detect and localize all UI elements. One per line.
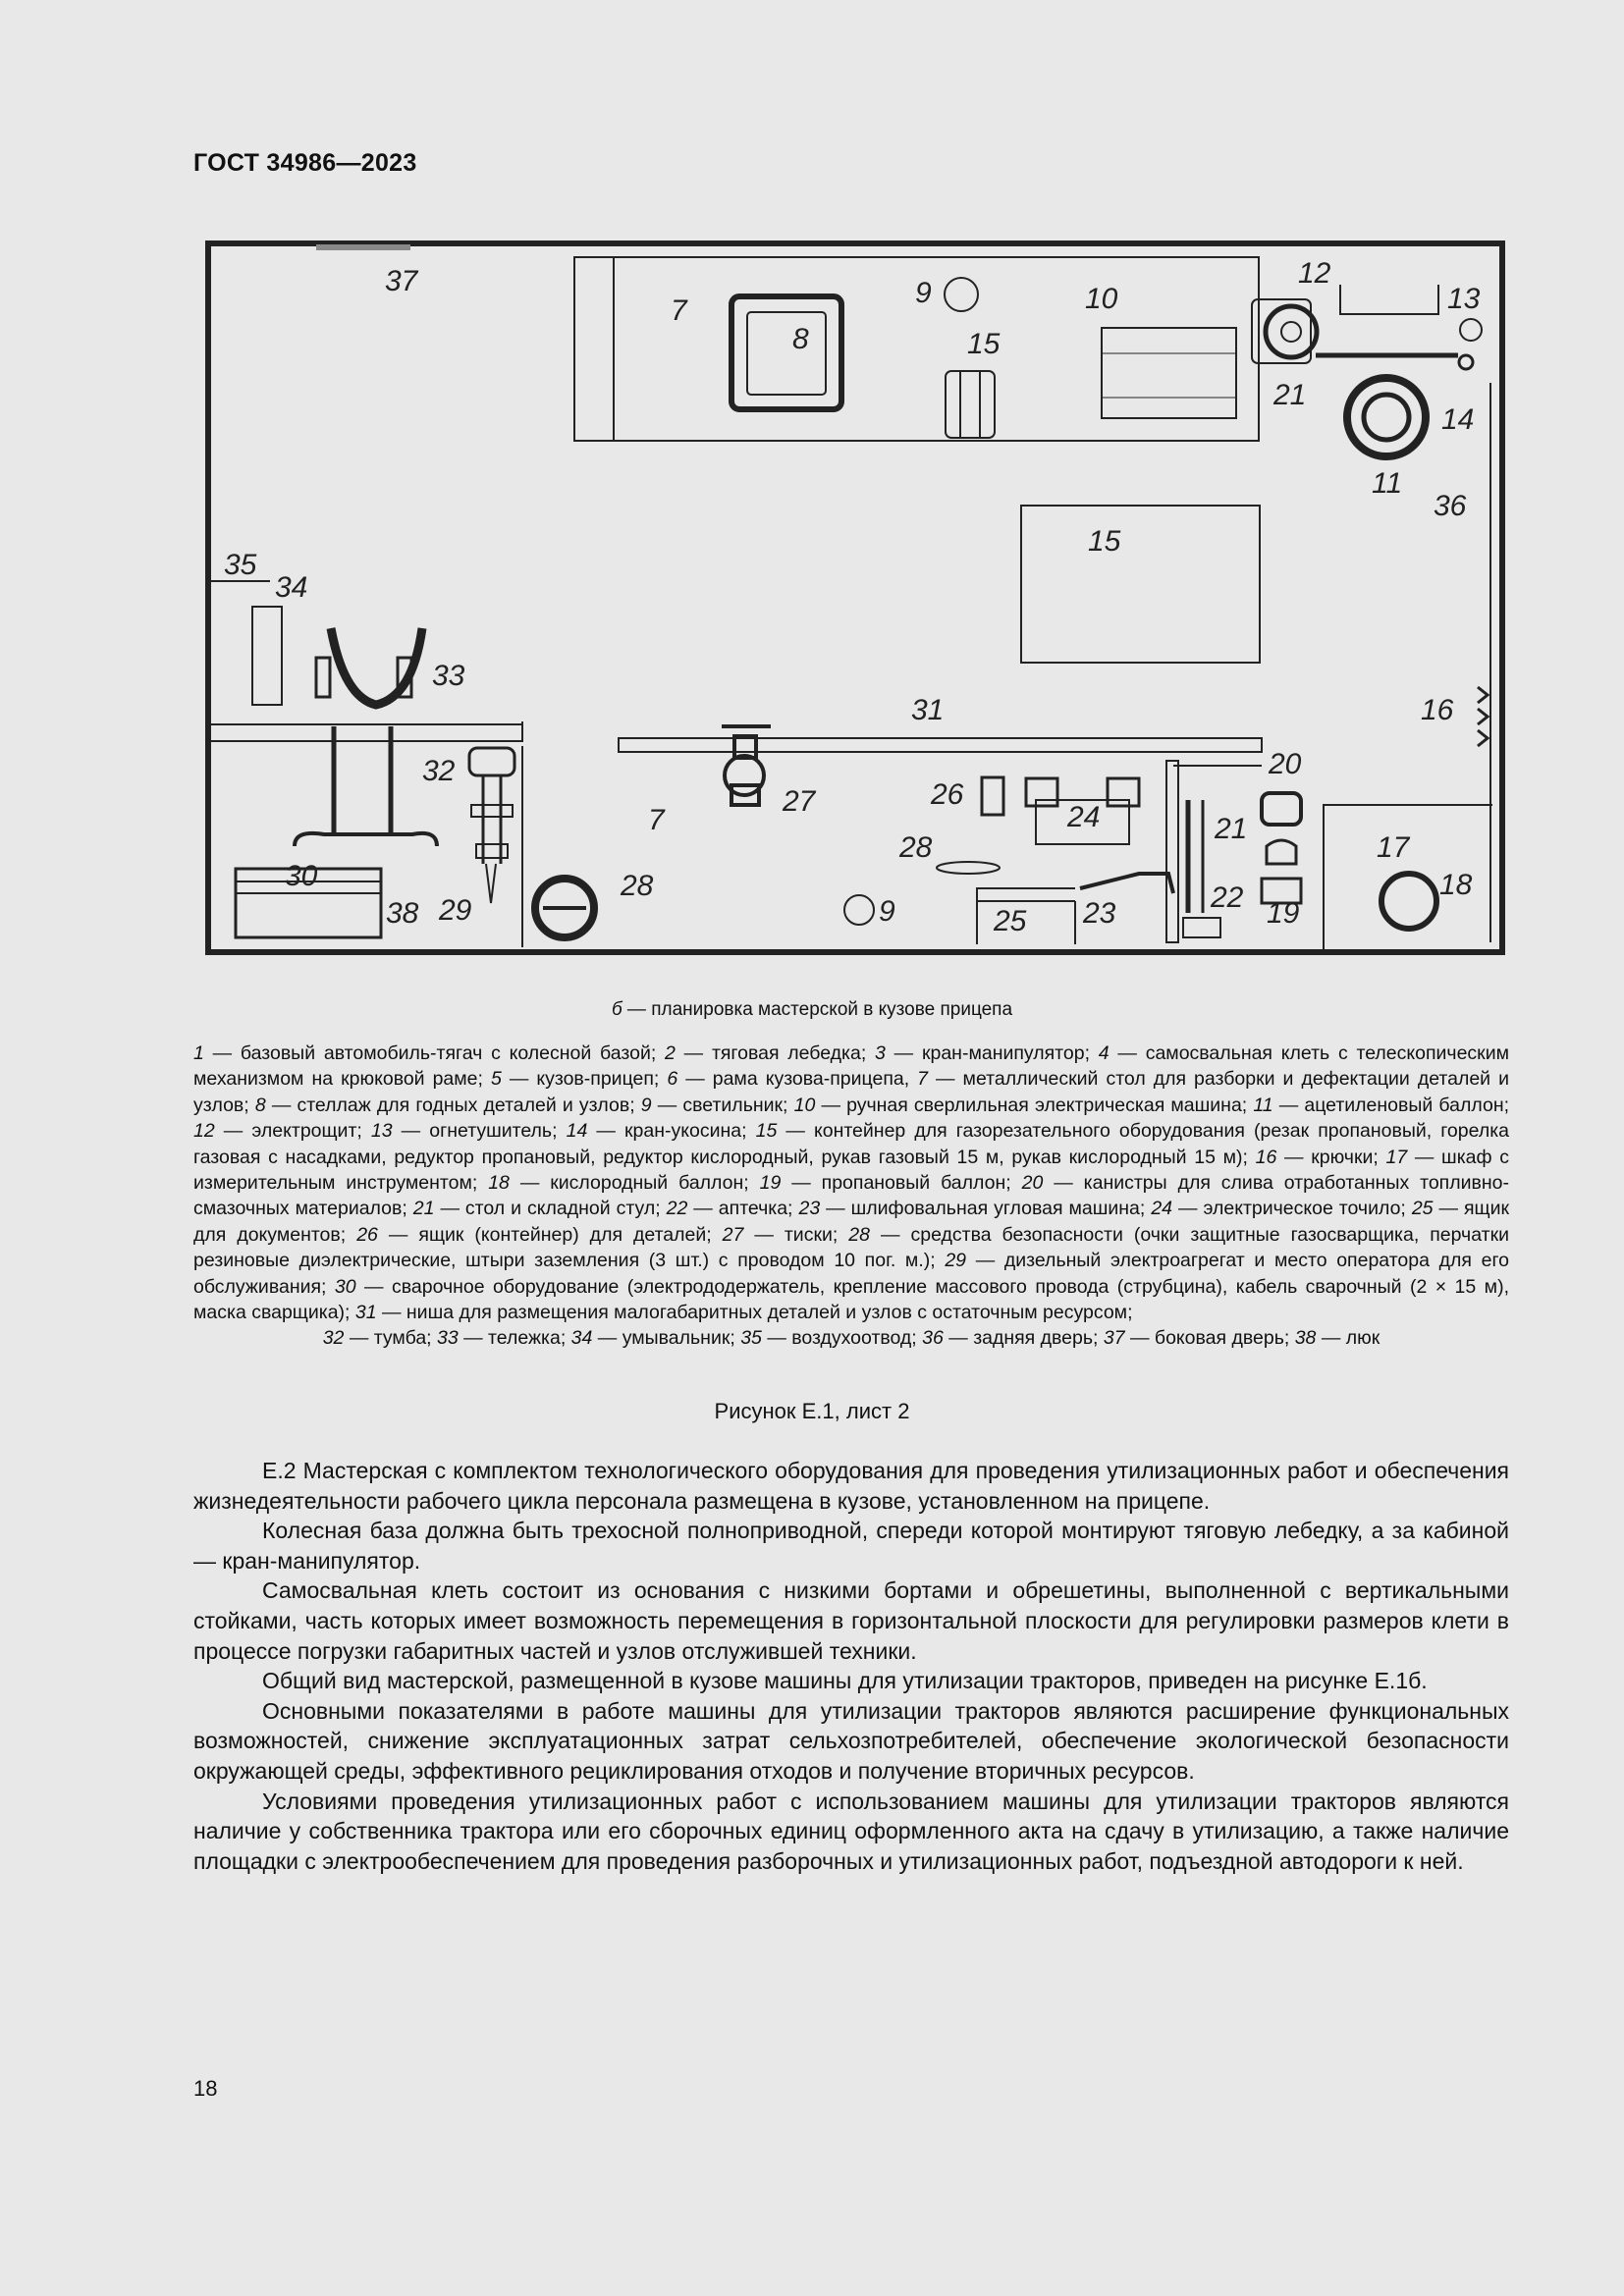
legend-text: — светильник; bbox=[651, 1094, 794, 1116]
legend-text: — тиски; bbox=[743, 1223, 849, 1246]
label-14: 14 bbox=[1441, 403, 1475, 436]
label-29: 29 bbox=[439, 894, 472, 927]
label-15a: 15 bbox=[967, 328, 1001, 360]
angle-grinder-23 bbox=[1080, 874, 1173, 893]
legend-number: 10 bbox=[793, 1094, 816, 1116]
legend-number: 25 bbox=[1411, 1198, 1434, 1220]
legend-text: — ящик (контейнер) для деталей; bbox=[377, 1223, 723, 1246]
legend-text: — люк bbox=[1316, 1327, 1380, 1350]
legend-text: — кислородный баллон; bbox=[509, 1172, 760, 1195]
legend-number: 9 bbox=[640, 1094, 652, 1116]
oxygen-18 bbox=[1381, 874, 1436, 929]
legend-text: — ацетиленовый баллон; bbox=[1272, 1094, 1509, 1116]
legend-text: — боковая дверь; bbox=[1124, 1327, 1295, 1350]
figure-legend bbox=[193, 1041, 1509, 1352]
grinder-24 bbox=[1026, 778, 1057, 806]
document-header: ГОСТ 34986—2023 bbox=[193, 149, 417, 177]
legend-number: 24 bbox=[1151, 1198, 1173, 1220]
paragraph: Общий вид мастерской, размещенной в кузове машины для утилизации тракторов, приведен на рисунке Е.1б. bbox=[262, 1668, 1428, 1694]
box-26 bbox=[982, 777, 1003, 815]
legend-text: — крючки; bbox=[1276, 1146, 1386, 1168]
legend-number: 7 bbox=[917, 1068, 929, 1091]
extinguisher-13 bbox=[1460, 319, 1482, 341]
legend-text: — кузов-прицеп; bbox=[501, 1068, 668, 1091]
label-9b: 9 bbox=[879, 895, 895, 928]
legend-number: 21 bbox=[412, 1198, 435, 1220]
legend-number: 27 bbox=[722, 1223, 744, 1246]
legend-text: — стеллаж для годных деталей и узлов; bbox=[265, 1094, 641, 1116]
lamp-9-bottom bbox=[844, 895, 874, 925]
legend-number: 28 bbox=[848, 1223, 870, 1246]
legend-text: — кран-укосина; bbox=[587, 1120, 756, 1143]
legend-number: 14 bbox=[566, 1120, 588, 1143]
label-38: 38 bbox=[386, 897, 419, 930]
paragraph: Колесная база должна быть трехосной полноприводной, спереди которой монтируют тяговую лебедку, а за кабиной — кран-манипулятор. bbox=[193, 1518, 1509, 1574]
label-36: 36 bbox=[1434, 490, 1467, 522]
paragraph: Условиями проведения утилизационных работ с использованием машины для утилизации тракторов являются наличие у собственника трактора или его сборочных единиц оформленного акта на сдачу в утилизацию, а также наличие площадки с электрообеспечением для проведения разборочных и утилизационных работ, подъездной автодороги к ней. bbox=[193, 1788, 1509, 1874]
paragraph: Самосвальная клеть состоит из основания с низкими бортами и обрешетины, выполненной с вертикальными стойками, часть которых имеет возможность перемещения в горизонтальной плоскости для регулировки размеров клети в процессе погрузки габаритных частей и узлов отслужившей техники. bbox=[193, 1577, 1509, 1664]
legend-number: 23 bbox=[798, 1198, 821, 1220]
legend-text: — шкаф с измерительным инструментом; bbox=[193, 1146, 1509, 1195]
legend-number: 3 bbox=[875, 1042, 886, 1064]
legend-number: 18 bbox=[488, 1172, 510, 1195]
label-19: 19 bbox=[1267, 897, 1300, 930]
legend-number: 38 bbox=[1294, 1327, 1317, 1350]
label-35: 35 bbox=[224, 549, 257, 581]
label-10: 10 bbox=[1085, 283, 1118, 315]
label-30: 30 bbox=[285, 860, 318, 892]
legend-number: 37 bbox=[1103, 1327, 1125, 1350]
label-8: 8 bbox=[792, 323, 809, 355]
legend-text: — тяговая лебедка; bbox=[675, 1042, 876, 1064]
label-20: 20 bbox=[1269, 748, 1302, 780]
legend-text: — дизельный электроагрегат и место оператора для его обслуживания; bbox=[193, 1250, 1509, 1298]
legend-number: 15 bbox=[755, 1120, 778, 1143]
legend-text: — тумба; bbox=[344, 1327, 438, 1350]
label-7a: 7 bbox=[671, 294, 687, 327]
legend-number: 17 bbox=[1385, 1146, 1408, 1168]
label-15b: 15 bbox=[1088, 525, 1121, 558]
legend-last-line bbox=[193, 1325, 1509, 1351]
legend-number: 29 bbox=[945, 1250, 967, 1272]
legend-text: — средства безопасности (очки защитные газосварщика, перчатки резиновые диэлектрические, штыри заземления (3 шт.) с проводом 10 пог. м.); bbox=[193, 1223, 1509, 1272]
legend-text: — ручная сверлильная электрическая машина; bbox=[815, 1094, 1254, 1116]
label-12: 12 bbox=[1298, 257, 1331, 290]
label-24: 24 bbox=[1067, 801, 1101, 833]
legend-number: 26 bbox=[356, 1223, 378, 1246]
label-25: 25 bbox=[994, 905, 1027, 937]
figure-caption: Рисунок Е.1, лист 2 bbox=[714, 1399, 910, 1423]
legend-number: 34 bbox=[570, 1327, 593, 1350]
figure-subcaption: б — планировка мастерской в кузове прицепа bbox=[611, 999, 1013, 1020]
page-number: 18 bbox=[193, 2076, 218, 2101]
container-15-top bbox=[946, 371, 995, 438]
label-33: 33 bbox=[432, 660, 465, 692]
label-21a: 21 bbox=[1273, 379, 1307, 411]
canisters-20 bbox=[1262, 793, 1301, 825]
lamp-9-top bbox=[945, 278, 978, 311]
legend-number: 30 bbox=[334, 1275, 356, 1298]
legend-text: — тележка; bbox=[458, 1327, 571, 1350]
label-34: 34 bbox=[275, 571, 308, 604]
legend-text: — кран-манипулятор; bbox=[885, 1042, 1099, 1064]
legend-number: 20 bbox=[1021, 1172, 1044, 1195]
legend-number: 36 bbox=[922, 1327, 944, 1350]
label-28a: 28 bbox=[621, 870, 654, 902]
niche-31 bbox=[619, 738, 1262, 752]
legend-text: — электрощит; bbox=[214, 1120, 371, 1143]
label-7b: 7 bbox=[648, 804, 665, 836]
label-37: 37 bbox=[385, 265, 418, 297]
legend-number: 19 bbox=[759, 1172, 782, 1195]
legend-text: — самосвальная клеть с телескопическим механизмом на крюковой раме; bbox=[193, 1042, 1509, 1091]
legend-number: 33 bbox=[437, 1327, 459, 1350]
legend-text: — ниша для размещения малогабаритных деталей и узлов с остаточным ресурсом; bbox=[376, 1302, 1133, 1324]
legend-text: — задняя дверь; bbox=[943, 1327, 1104, 1350]
label-11: 11 bbox=[1372, 467, 1403, 500]
label-27: 27 bbox=[783, 785, 816, 818]
legend-text: — огнетушитель; bbox=[392, 1120, 567, 1143]
label-13: 13 bbox=[1447, 283, 1481, 315]
legend-number: 22 bbox=[666, 1198, 688, 1220]
label-9a: 9 bbox=[915, 277, 932, 309]
container-15 bbox=[1021, 506, 1260, 663]
label-17: 17 bbox=[1377, 831, 1410, 864]
legend-text: — канистры для слива отработанных топливно-смазочных материалов; bbox=[193, 1172, 1509, 1220]
legend-text: — аптечка; bbox=[687, 1198, 799, 1220]
legend-number: 12 bbox=[193, 1120, 215, 1143]
trolley-33 bbox=[331, 628, 422, 705]
legend-number: 1 bbox=[193, 1042, 204, 1064]
legend-text: — рама кузова-прицепа, bbox=[677, 1068, 918, 1091]
legend-text: — ящик для документов; bbox=[193, 1198, 1510, 1246]
legend-number: 5 bbox=[490, 1068, 502, 1091]
table-21 bbox=[1166, 761, 1178, 942]
generator-29 bbox=[486, 864, 496, 903]
legend-number: 16 bbox=[1255, 1146, 1277, 1168]
legend-number: 2 bbox=[665, 1042, 676, 1064]
drill-10 bbox=[1102, 328, 1236, 418]
label-31: 31 bbox=[911, 694, 945, 726]
label-26: 26 bbox=[931, 778, 964, 811]
legend-text: — воздухоотвод; bbox=[761, 1327, 923, 1350]
legend-text: — шлифовальная угловая машина; bbox=[820, 1198, 1152, 1220]
legend-text: — базовый автомобиль-тягач с колесной базой; bbox=[203, 1042, 666, 1064]
legend-number: 6 bbox=[667, 1068, 678, 1091]
legend-text: — контейнер для газорезательного оборудования (резак пропановый, горелка газовая с насадками, редуктор пропановый, редуктор кислородный, рукав газовый 15 м, рукав кислородный 15 м); bbox=[193, 1120, 1510, 1168]
legend-text: — электрическое точило; bbox=[1172, 1198, 1412, 1220]
legend-number: 11 bbox=[1253, 1094, 1273, 1116]
label-32: 32 bbox=[422, 755, 456, 787]
legend-text: — сварочное оборудование (электрододержатель, крепление массового провода (струбцина), кабель сварочный (2 × 15 м), маска сварщика); bbox=[193, 1275, 1510, 1324]
legend-text: — металлический стол для разборки и дефектации деталей и узлов; bbox=[193, 1068, 1509, 1116]
legend-number: 31 bbox=[354, 1302, 377, 1324]
legend-number: 32 bbox=[322, 1327, 345, 1350]
hooks-16 bbox=[1478, 687, 1488, 746]
legend-number: 13 bbox=[370, 1120, 393, 1143]
workshop-floor-plan bbox=[204, 239, 1508, 957]
legend-text: — пропановый баллон; bbox=[781, 1172, 1022, 1195]
body-text bbox=[193, 1456, 1509, 1876]
legend-main bbox=[193, 1041, 1509, 1325]
label-18: 18 bbox=[1439, 869, 1473, 901]
legend-text: — умывальник; bbox=[592, 1327, 741, 1350]
legend-text: — стол и складной стул; bbox=[434, 1198, 667, 1220]
paragraph: Основными показателями в работе машины для утилизации тракторов являются расширение функциональных возможностей, снижение эксплуатационных затрат сельхозпотребителей, обеспечение экологической безопасности окружающей среды, эффективного рециклирования отходов и получение вторичных ресурсов. bbox=[193, 1697, 1509, 1784]
first-aid-22 bbox=[1183, 918, 1220, 937]
acetylene-cylinder-11 bbox=[1347, 378, 1426, 456]
label-22: 22 bbox=[1211, 881, 1244, 914]
label-16: 16 bbox=[1421, 694, 1454, 726]
legend-number: 35 bbox=[740, 1327, 762, 1350]
washbasin-34 bbox=[252, 607, 282, 705]
paragraph: Е.2 Мастерская с комплектом технологического оборудования для проведения утилизационных работ и обеспечения жизнедеятельности рабочего цикла персонала размещена в кузове, установленном на прицепе. bbox=[193, 1458, 1509, 1514]
label-28b: 28 bbox=[899, 831, 933, 864]
pedestal-32 bbox=[469, 748, 514, 775]
legend-number: 4 bbox=[1098, 1042, 1110, 1064]
label-21b: 21 bbox=[1215, 813, 1248, 845]
legend-number: 8 bbox=[254, 1094, 266, 1116]
safety-28b bbox=[937, 862, 1000, 874]
label-23: 23 bbox=[1083, 897, 1116, 930]
